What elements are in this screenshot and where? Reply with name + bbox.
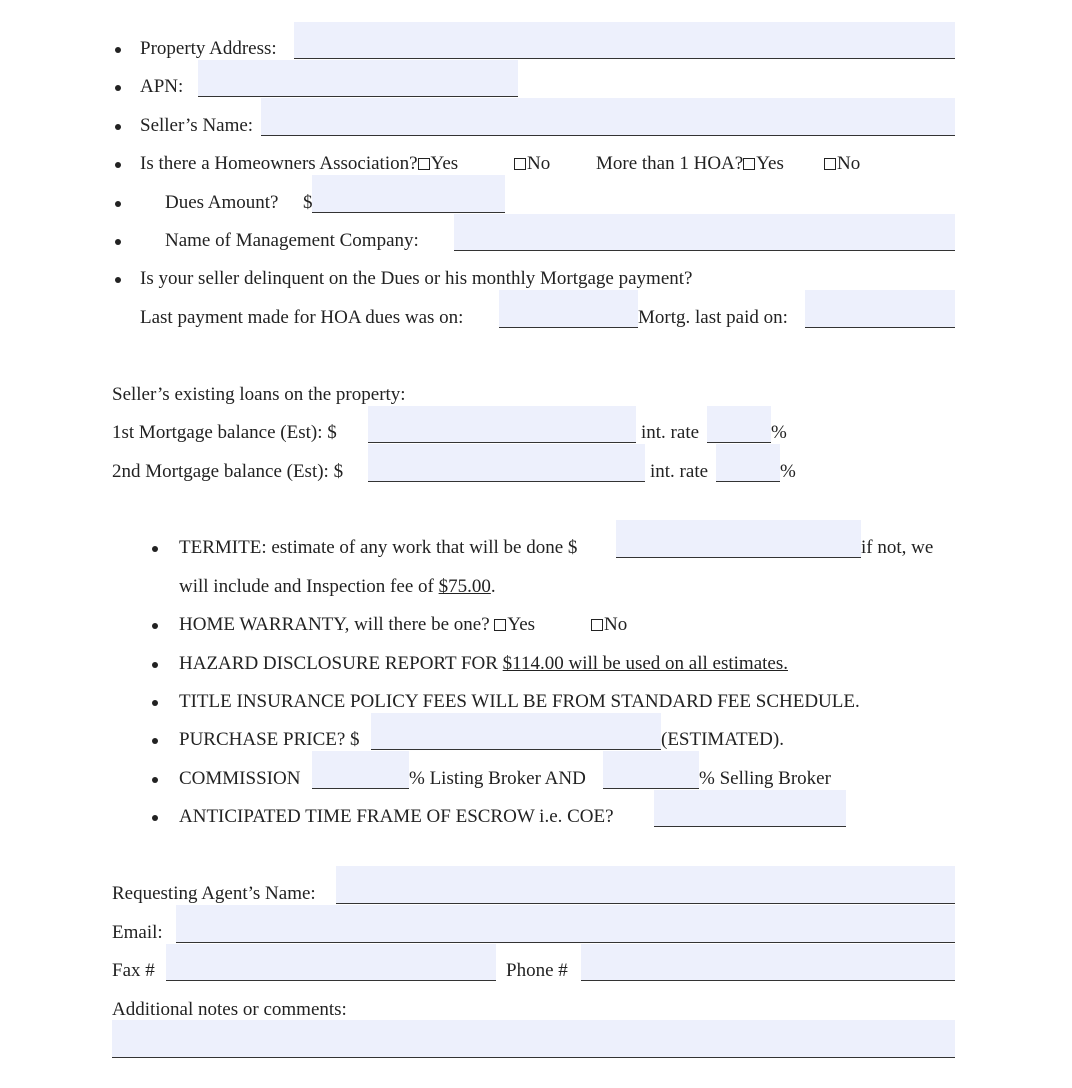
property-address-field[interactable]	[294, 22, 955, 59]
time-frame-label: ANTICIPATED TIME FRAME OF ESCROW i.e. COE?	[179, 806, 614, 827]
hoa-no-checkbox[interactable]	[514, 158, 526, 170]
termite-period: .	[490, 576, 496, 597]
email-field[interactable]	[176, 905, 955, 943]
termite-label: TERMITE: estimate of any work that will be done $	[179, 537, 578, 558]
phone-label: Phone #	[506, 960, 568, 981]
bullet	[152, 662, 158, 668]
delinquent-question: Is your seller delinquent on the Dues or his monthly Mortgage payment?	[140, 268, 693, 289]
dues-dollar: $	[303, 192, 313, 213]
more-hoa-yes-checkbox[interactable]	[743, 158, 755, 170]
hoa-yes-checkbox[interactable]	[418, 158, 430, 170]
email-label: Email:	[112, 922, 163, 943]
apn-label: APN:	[140, 76, 184, 97]
bullet	[152, 700, 158, 706]
purchase-price-field[interactable]	[371, 713, 661, 750]
seller-name-field[interactable]	[261, 98, 955, 136]
termite-line2	[179, 576, 496, 598]
bullet	[115, 124, 121, 130]
last-hoa-payment-label: Last payment made for HOA dues was on:	[140, 307, 464, 328]
agent-name-label: Requesting Agent’s Name:	[112, 883, 316, 904]
hoa-no-label: No	[527, 153, 551, 174]
dues-amount-field[interactable]	[312, 175, 505, 213]
apn-field[interactable]	[198, 60, 518, 97]
first-int-rate-label: int. rate	[641, 422, 700, 443]
agent-name-field[interactable]	[336, 866, 955, 904]
hoa-question	[140, 153, 458, 175]
warranty-no-checkbox[interactable]	[591, 619, 603, 631]
management-company-label: Name of Management Company:	[165, 230, 419, 251]
management-company-field[interactable]	[454, 214, 955, 251]
time-frame-field[interactable]	[654, 790, 846, 827]
first-mortgage-field[interactable]	[368, 406, 636, 443]
bullet	[152, 738, 158, 744]
second-mortgage-label: 2nd Mortgage balance (Est): $	[112, 461, 344, 482]
bullet	[115, 85, 121, 91]
warranty-no-label: No	[604, 614, 628, 635]
bullet	[115, 47, 121, 53]
termite-fee: $75.00	[438, 576, 491, 597]
bullet	[115, 201, 121, 207]
termite-suffix: if not, we	[861, 537, 934, 558]
warranty-yes-label: Yes	[507, 614, 536, 635]
title-policy-note: TITLE INSURANCE POLICY FEES WILL BE FROM STANDARD FEE SCHEDULE.	[179, 691, 860, 712]
hazard-disclosure	[179, 653, 788, 675]
last-hoa-payment-field[interactable]	[499, 290, 638, 328]
bullet	[152, 777, 158, 783]
listing-broker-label: % Listing Broker AND	[409, 768, 586, 789]
termite-estimate-field[interactable]	[616, 520, 861, 558]
hoa-no-option	[514, 153, 550, 175]
warranty-question	[179, 614, 535, 636]
hoa-question-label: Is there a Homeowners Association?	[140, 153, 418, 174]
phone-field[interactable]	[581, 944, 955, 981]
bullet	[115, 277, 121, 283]
second-mortgage-field[interactable]	[368, 444, 645, 482]
more-hoa-no-label: No	[837, 153, 861, 174]
hoa-yes-label: Yes	[430, 153, 459, 174]
seller-name-label: Seller’s Name:	[140, 115, 254, 136]
fax-label: Fax #	[112, 960, 155, 981]
bullet	[152, 815, 158, 821]
bullet	[152, 546, 158, 552]
more-hoa-no-option	[824, 153, 860, 175]
first-int-rate-field[interactable]	[707, 406, 771, 443]
more-hoa-no-checkbox[interactable]	[824, 158, 836, 170]
bullet	[115, 162, 121, 168]
dues-label: Dues Amount?	[165, 192, 279, 213]
hazard-label: HAZARD DISCLOSURE REPORT FOR	[179, 653, 503, 674]
hazard-fee-note: $114.00 will be used on all estimates.	[502, 653, 788, 674]
fax-field[interactable]	[166, 944, 496, 981]
listing-commission-field[interactable]	[312, 751, 409, 789]
selling-commission-field[interactable]	[603, 751, 699, 789]
warranty-label: HOME WARRANTY, will there be one?	[179, 614, 490, 635]
second-percent: %	[780, 461, 796, 482]
loans-heading: Seller’s existing loans on the property:	[112, 384, 406, 405]
selling-broker-label: % Selling Broker	[699, 768, 831, 789]
property-address-label: Property Address:	[140, 38, 277, 59]
warranty-no-option	[591, 614, 627, 636]
more-hoa-label: More than 1 HOA?	[596, 153, 744, 174]
second-int-rate-label: int. rate	[650, 461, 709, 482]
warranty-yes-checkbox[interactable]	[494, 619, 506, 631]
bullet	[152, 623, 158, 629]
notes-label: Additional notes or comments:	[112, 999, 347, 1020]
bullet	[115, 239, 121, 245]
notes-field[interactable]	[112, 1020, 955, 1058]
mortgage-paid-field[interactable]	[805, 290, 955, 328]
more-hoa-question	[596, 153, 784, 175]
more-hoa-yes-label: Yes	[756, 153, 784, 174]
purchase-price-label: PURCHASE PRICE? $	[179, 729, 360, 750]
mortgage-paid-label: Mortg. last paid on:	[638, 307, 788, 328]
first-percent: %	[771, 422, 787, 443]
first-mortgage-label: 1st Mortgage balance (Est): $	[112, 422, 337, 443]
purchase-price-suffix: (ESTIMATED).	[661, 729, 784, 750]
second-int-rate-field[interactable]	[716, 444, 780, 482]
commission-label: COMMISSION	[179, 768, 301, 789]
termite-line2-text: will include and Inspection fee of	[179, 576, 439, 597]
